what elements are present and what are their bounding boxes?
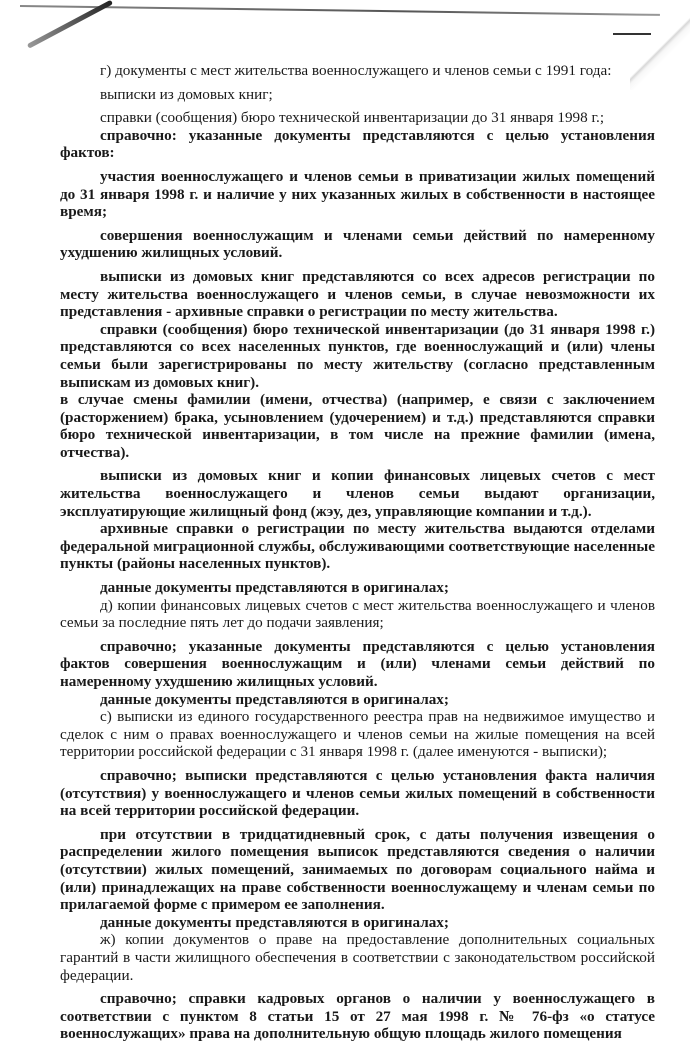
paragraph-bti-certificates: справки (сообщения) бюро технической инвентаризации до 31 января 1998 г.; (100, 109, 605, 127)
page-top-edge (20, 5, 660, 16)
paragraph-d-financial-accounts: д) копии финансовых лицевых счетов с мест жительства военнослужащего и членов семьи за последние пять лет до подачи заявления; (60, 596, 655, 632)
paragraph-archive-certificates: архивные справки о регистрации по месту жительства выдаются отделами федеральной миграционной службы, обслуживающими соответствующие населенные пункты (районы населенных пунктов). (60, 520, 655, 573)
paragraph-note-extracts: справочно; выписки представляются с целью установления факта наличия (отсутствия) у военнослужащего и членов семьи жилых помещений в собственности на всей территории российской федерации. (60, 766, 655, 820)
margin-dash-mark (613, 33, 651, 35)
paragraph-issuing-organizations: выписки из домовых книг и копии финансовых лицевых счетов с мест жительства военнослужащего и членов семьи выдают организации, эксплуатирующие жилищный фонд (жэу, дез, управляющие компании и т.д.). (60, 467, 655, 520)
paragraph-originals-2: данные документы представляются в оригиналах; (100, 690, 449, 708)
paragraph-absence-thirty-days: при отсутствии в тридцатидневный срок, с даты получения извещения о распределении жилого помещения выписок представляются сведения о наличии (отсутствии) жилых помещений, занимаемых по договорам социального найма и (или) принадлежащих на праве собственности военнослужащему и членам семьи по прилагаемой форме с примером ее заполнения. (60, 825, 655, 914)
paragraph-note-hr-certificates: справочно; справки кадровых органов о наличии у военнослужащего в соответствии с пунктом 8 статьи 15 от 27 мая 1998 г. № 76-фз «о статусе военнослужащих» права на дополнительную общую площадь жилого помещения (60, 990, 655, 1043)
paragraph-s-registry-extracts: с) выписки из единого государственного реестра прав на недвижимое имущество и сделок с ним о правах военнослужащего и членов семьи на жилые помещения на всей территории российской федерации с 31 января 1998 г. (далее именуются - выписки); (60, 708, 655, 761)
paragraph-name-change: в случае смены фамилии (имени, отчества) (например, е связи с заключением (расторжением) брака, усыновлением (удочерением) и т.д.) представляются справки бюро технической инвентаризации, в том числе на прежние фамилии (имена, отчества). (60, 391, 655, 461)
paragraph-zh-social-guarantees: ж) копии документов о праве на предоставление дополнительных социальных гарантий в части жилищного обеспечения в соответствии с законодательством российской федерации. (60, 931, 655, 984)
paragraph-originals-3: данные документы представляются в оригиналах; (100, 913, 449, 931)
paragraph-worsening-conditions: совершения военнослужащим и членами семьи действий по намеренному ухудшению жилищных условий. (60, 226, 655, 262)
paragraph-note-worsening: справочно; указанные документы представляются с целью установления фактов совершения военнослужащим и (или) членами семьи действий по намеренному ухудшению жилищных условий. (60, 637, 655, 690)
paragraph-bti-settlements: справки (сообщения) бюро технической инвентаризации (до 31 января 1998 г.) представляются со всех населенных пунктов, где военнослужащий и (или) члены семьи были зарегистрированы по месту жительству (согласно представленным выпискам из домовых книг). (60, 320, 655, 391)
paragraph-privatization: участия военнослужащего и членов семьи в приватизации жилых помещений до 31 января 1998 г. и наличие у них указанных жилых в собственности в настоящее время; (60, 167, 655, 221)
paragraph-g-heading: г) документы с мест жительства военнослужащего и членов семьи с 1991 года: (100, 62, 612, 79)
document-page (60, 62, 655, 1043)
paragraph-house-book-extracts: выписки из домовых книг; (100, 85, 273, 103)
paragraph-house-book-addresses: выписки из домовых книг представляются со всех адресов регистрации по месту жительства военнослужащего и членов семьи, в случае невозможности их представления - архивные справки о регистрации по месту жительства. (60, 267, 655, 321)
paragraph-originals-1: данные документы представляются в оригиналах; (100, 579, 449, 597)
paragraph-note-facts: справочно: указанные документы представляются с целью установления фактов: (60, 126, 655, 162)
